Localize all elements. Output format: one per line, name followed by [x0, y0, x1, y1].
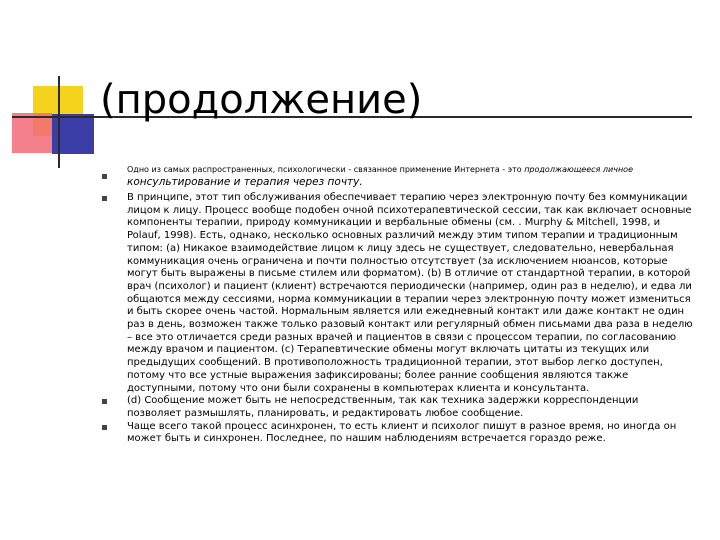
square-bullet-icon	[102, 174, 107, 179]
slide-title: (продолжение)	[100, 77, 423, 123]
decor-pink-square	[12, 113, 52, 153]
item-4-text: Чаще всего такой процесс асинхронен, то есть клиент и психолог пишут в разное время, но иногда он может быть и синхронен. Последнее, по нашим наблюдениям встречается гораздо реже.	[127, 420, 677, 445]
item-1-text: Одно из самых распространенных, психологически - связанное применение Интернета - это	[127, 165, 525, 174]
item-2-text: В принципе, этот тип обслуживания обеспечивает терапию через электронную почту без коммуникации лицом к лицу. Процесс вообще подобен очной психотерапевтической сессии, так как включает основные компоненты терапии, природу коммуникации и вербальные обмены (см. . Murphy & Mitchell, 1998, и Polauf, 1998). Есть, однако, несколько основных различий между этим типом терапии и традиционным типом: (a) Никакое взаимодействие лицом к лицу здесь не существует, следовательно, невербальная коммуникация очень ограничена и почти полностью отсутствует (за исключением нюансов, которые могут быть выражены в письме стилем или форматом). (b) В отличие от стандартной терапии, в которой врач (психолог) и пациент (клиент) встречаются периодически (например, один раз в неделю), и едва ли общаются между сессиями, норма коммуникации в терапии через электронную почту может измениться и быть скорее очень частой. Нормальным является или ежедневный контакт или даже контакт не один раз в день, возможен также только разовый контакт или регулярный обмен письмами два раза в неделю – все это отличается среди разных врачей и пациентов в связи с процессом терапии, по согласованию между врачом и пациентом. (c) Терапевтические обмены могут включать цитаты из текущих или предыдущих сообщений. В противоположность традиционной терапии, этот выбор легко доступен, потому что все устные выражения зафиксированы; более ранние сообщения являются также доступными, потому что они были сохранены в компьютерах клиента и консультанта.	[127, 192, 693, 394]
square-bullet-icon	[102, 399, 107, 404]
item-1-emphasis-small: продолжающееся личное	[524, 165, 633, 174]
decor-vertical-line	[58, 76, 60, 168]
bullet-item-2	[102, 192, 694, 395]
slide-content	[102, 164, 694, 446]
bullet-item-3	[102, 395, 694, 420]
bullet-item-1	[102, 164, 694, 189]
square-bullet-icon	[102, 425, 107, 430]
square-bullet-icon	[102, 196, 107, 201]
item-1-emphasis-big: консультирование и терапия через почту.	[127, 176, 363, 188]
item-3-text: (d) Сообщение может быть не непосредственным, так как техника задержки корреспонденции позволяет размышлять, планировать, и редактировать любое сообщение.	[127, 395, 639, 419]
bullet-item-4	[102, 421, 694, 446]
